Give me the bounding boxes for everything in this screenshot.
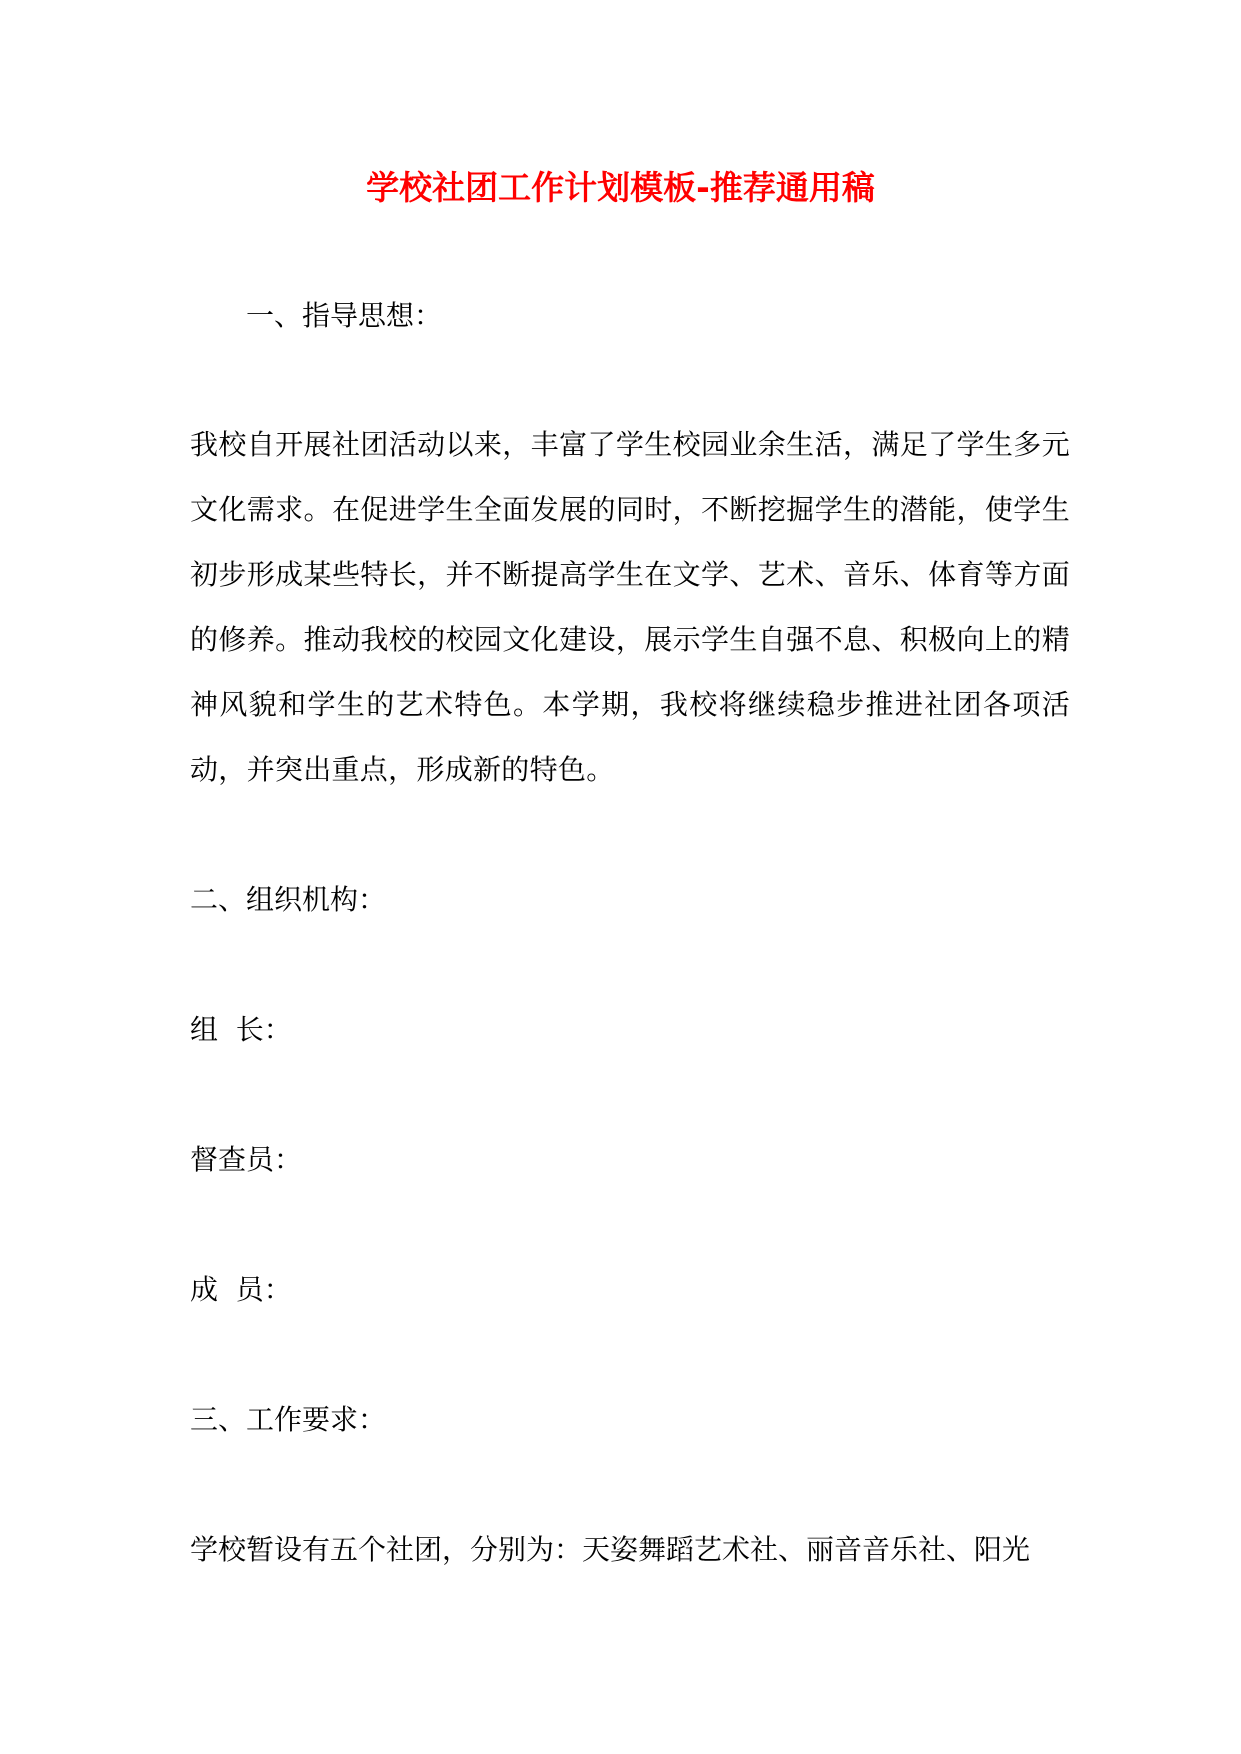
- section-heading-guiding-ideology: 一、指导思想：: [246, 299, 443, 332]
- section-heading-work-requirements: 三、工作要求：: [190, 1403, 387, 1436]
- document-title: 学校社团工作计划模板-推荐通用稿: [366, 168, 875, 207]
- members-label: 成 员：: [190, 1273, 292, 1306]
- leader-label: 组 长：: [190, 1013, 292, 1046]
- supervisor-label: 督查员：: [190, 1143, 303, 1176]
- section-body-work-requirements: 学校暂设有五个社团，分别为：天姿舞蹈艺术社、丽音音乐社、阳光: [190, 1533, 1031, 1566]
- section-heading-organization: 二、组织机构：: [190, 883, 387, 916]
- section-body-guiding-ideology: 我校自开展社团活动以来，丰富了学生校园业余生活，满足了学生多元文化需求。在促进学生全面发展的同时，不断挖掘学生的潜能，使学生初步形成某些特长，并不断提高学生在文学、艺术、音乐、体育等方面的修养。推动我校的校园文化建设，展示学生自强不息、积极向上的精神风貌和学生的艺术特色。本学期，我校将继续稳步推进社团各项活动，并突出重点，形成新的特色。: [190, 428, 1070, 786]
